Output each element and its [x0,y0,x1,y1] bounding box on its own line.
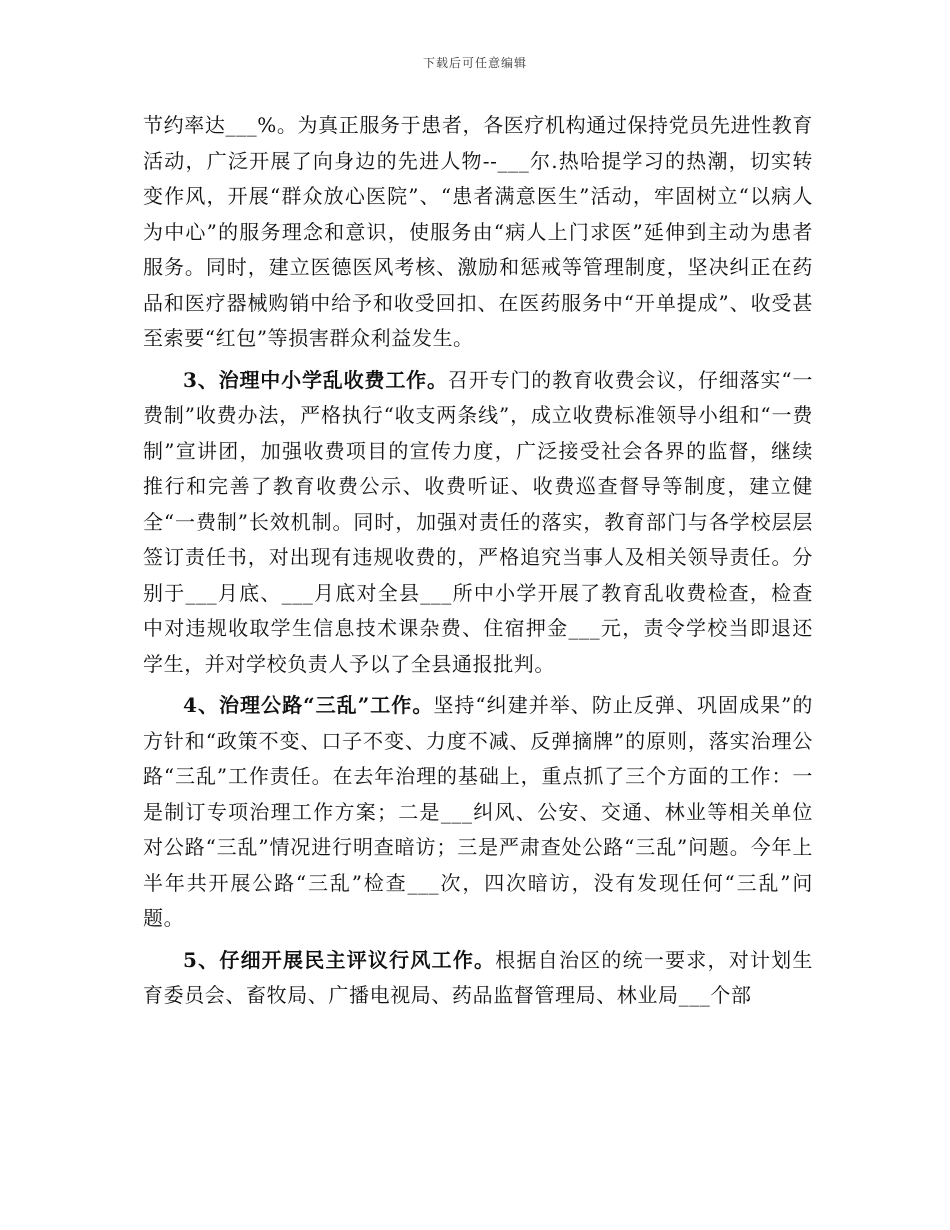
paragraph-2-text: 召开专门的教育收费会议，仔细落实“一费制”收费办法，严格执行“收支两条线”，成立收费标准领导小组和“一费制”宣讲团，加强收费项目的宣传力度，广泛接受社会各界的监督，继续推行和完善了教育收费公示、收费听证、收费巡查督导等制度，建立健全“一费制”长效机制。同时，加强对责任的落实，教育部门与各学校层层签订责任书，对出现有违规收费的，严格追究当事人及相关领导责任。分别于___月底、___月底对全县___所中小学开展了教育乱收费检查，检查中对违规收取学生信息技术课杂费、住宿押金___元，责令学校当即退还学生，并对学校负责人予以了全县通报批判。 [143,367,813,676]
page-header: 下载后可任意编辑 [422,56,527,70]
paragraph-3-heading: 4、治理公路“三乱”工作。 [183,693,434,717]
paragraph-4-heading: 5、仔细开展民主评议行风工作。 [183,947,496,972]
paragraph-2 [143,363,813,683]
paragraph-3 [143,688,813,937]
document-body [143,108,813,1014]
paragraph-1-text: 节约率达___%。为真正服务于患者，各医疗机构通过保持党员先进性教育活动，广泛开展了向身边的先进人物--___尔.热哈提学习的热潮，切实转变作风，开展“群众放心医院”、“患者满意医生”活动，牢固树立“以病人为中心”的服务理念和意识，使服务由“病人上门求医”延伸到主动为患者服务。同时，建立医德医风考核、激励和惩戒等管理制度，坚决纠正在药品和医疗器械购销中给予和收受回扣、在医药服务中“开单提成”、收受甚至索要“红包”等损害群众利益发生。 [143,113,813,350]
paragraph-4 [143,943,813,1014]
paragraph-4-text: 根据自治区的统一要求，对计划生育委员会、畜牧局、广播电视局、药品监督管理局、林业局___个部 [143,947,814,1007]
paragraph-1 [143,108,813,357]
paragraph-2-heading: 3、治理中小学乱收费工作。 [183,367,448,392]
paragraph-3-text: 坚持“纠建并举、防止反弹、巩固成果”的方针和“政策不变、口子不变、力度不减、反弹摘牌”的原则，落实治理公路“三乱”工作责任。在去年治理的基础上，重点抓了三个方面的工作：一是制订专项治理工作方案；二是___纠风、公安、交通、林业等相关单位对公路“三乱”情况进行明查暗访；三是严肃查处公路“三乱”问题。今年上半年共开展公路“三乱”检查___次，四次暗访，没有发现任何“三乱”问题。 [143,693,813,930]
